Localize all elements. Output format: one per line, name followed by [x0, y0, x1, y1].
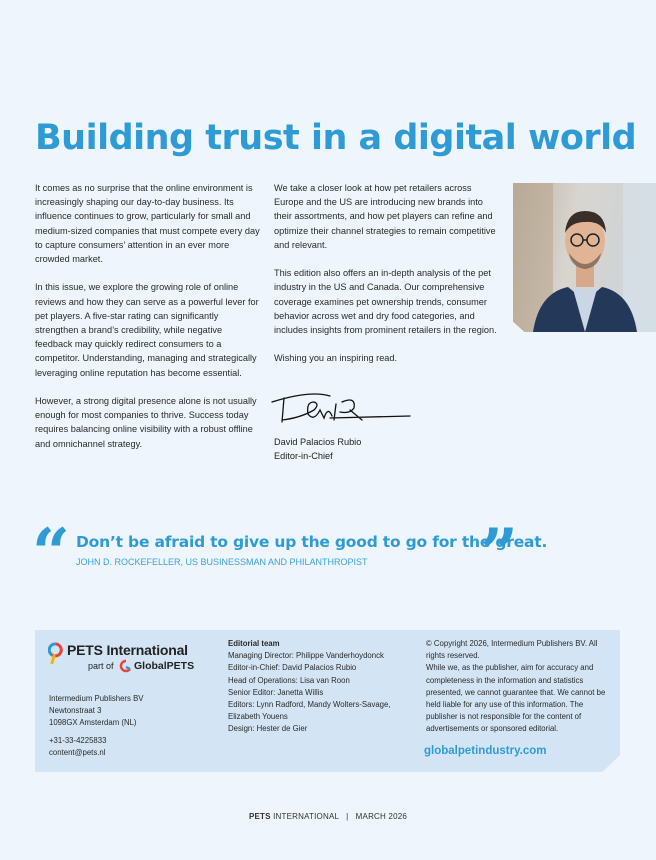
page-footer — [0, 812, 656, 821]
email-address[interactable]: content@pets.nl — [49, 748, 106, 758]
pets-international-logo — [48, 642, 198, 676]
signature-block — [274, 435, 361, 463]
editorial-line: Editors: Lynn Radford, Mandy Wolters-Savage, Elizabeth Youens — [228, 700, 391, 722]
article-column-2 — [274, 181, 499, 380]
paragraph: In this issue, we explore the growing role of online reviews and how they can serve as a powerful lever for pet players. A five-star rating can significantly strengthen a brand’s credibility, while negative feedback may quickly redirect consumers to a competitor. Understanding, managing and strategically leveraging online reputation has become essential. — [35, 282, 259, 378]
close-quote-icon: ” — [480, 514, 518, 592]
paragraph: We take a closer look at how pet retailers across Europe and the US are introducing new brands into their assortments, and how pet players can refine and optimize their channel strategies to remain competitive and relevant. — [274, 183, 496, 250]
footer-issue: MARCH 2026 — [355, 812, 408, 821]
footer-separator: | — [346, 812, 349, 821]
editorial-team — [228, 638, 413, 736]
editorial-heading: Editorial team — [228, 639, 280, 648]
editorial-line: Editor-in-Chief: David Palacios Rubio — [228, 663, 357, 673]
open-quote-icon: “ — [32, 514, 70, 592]
logo-parent: GlobalPETS — [134, 660, 195, 672]
copyright-notice — [426, 638, 608, 736]
editorial-line: Managing Director: Philippe Vanderhoydonck — [228, 651, 384, 661]
paragraph: However, a strong digital presence alone is not usually enough for most companies to thrive. Success today requires balancing online visibility with a robust offline and omnichannel strategy. — [35, 396, 257, 449]
footer-brand-rest: INTERNATIONAL — [273, 812, 339, 821]
globalpets-logo-icon — [119, 659, 133, 674]
copyright-line: © Copyright 2026, Intermedium Publishers BV. All rights reserved. — [426, 639, 598, 661]
footer-brand-bold: PETS — [248, 812, 271, 821]
logo-name: PETS International — [67, 642, 188, 658]
disclaimer: While we, as the publisher, aim for accuracy and completeness in the information and statistics presented, we cannot guarantee that. We cannot be held liable for any use of this information. The publisher is not responsible for the content of advertisements or sponsored editorial. — [426, 663, 606, 734]
editor-signature — [270, 388, 415, 428]
quote-author: JOHN D. ROCKEFELLER, US BUSINESSMAN AND PHILANTHROPIST — [76, 557, 368, 567]
phone-number[interactable]: +31-33-4225833 — [49, 736, 107, 745]
paragraph: This edition also offers an in-depth analysis of the pet industry in the US and Canada. Our comprehensive coverage examines pet ownership trends, consumer behavior across wet and dry food categories, and includes insights from prominent retailers in the region. — [274, 268, 497, 336]
editorial-line: Head of Operations: Lisa van Roon — [228, 675, 350, 685]
address-line: 1098GX Amsterdam (NL) — [49, 718, 137, 728]
paragraph: It comes as no surprise that the online environment is increasingly shaping our day-to-day business. Its influence continues to grow, particularly for small and medium-sized companies that must compete every day to capture consumers’ attention in an ever more crowded market. — [35, 183, 260, 265]
address-line: Newtonstraat 3 — [49, 706, 102, 716]
editorial-line: Design: Hester de Gier — [228, 724, 308, 734]
website-link[interactable]: globalpetindustry.com — [424, 745, 547, 757]
address-line: Intermedium Publishers BV — [49, 694, 144, 703]
paragraph: Wishing you an inspiring read. — [274, 353, 398, 364]
editor-portrait-photo — [513, 183, 656, 332]
pull-quote: Don’t be afraid to give up the good to go for the great. — [76, 533, 548, 551]
pets-logo-icon — [48, 642, 65, 664]
editor-role: Editor-in-Chief — [274, 451, 333, 462]
page-title: Building trust in a digital world — [35, 118, 637, 158]
article-column-1 — [35, 181, 260, 465]
publisher-contact — [49, 735, 106, 759]
publisher-address — [49, 693, 143, 730]
editorial-line: Senior Editor: Janetta Willis — [228, 687, 324, 697]
logo-part-of: part of — [88, 661, 114, 671]
editor-name: David Palacios Rubio — [274, 437, 362, 447]
